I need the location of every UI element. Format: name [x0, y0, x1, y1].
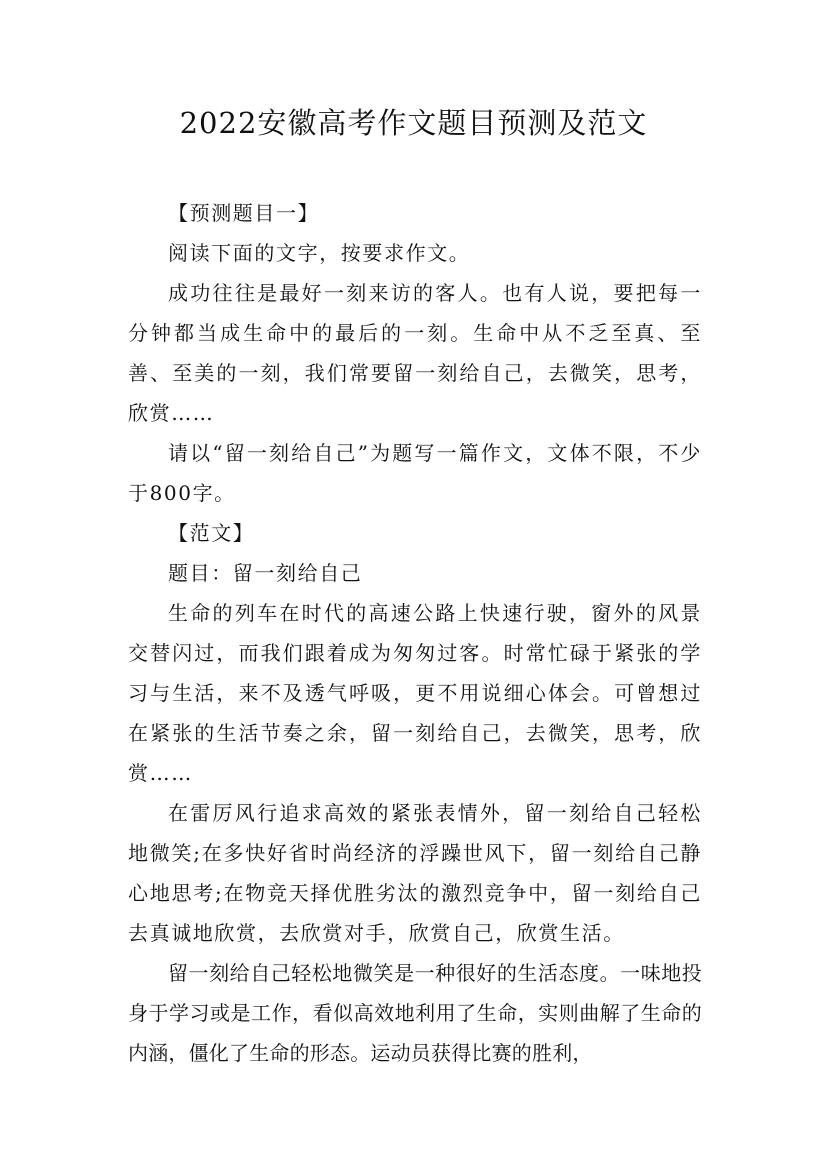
prompt-instruction: 阅读下面的文字，按要求作文。	[168, 241, 471, 265]
document-title: 2022安徽高考作文题目预测及范文	[179, 106, 648, 140]
essay-paragraph: 留一刻给自己轻松地微笑是一种很好的生活态度。一味地投身于学习或是工作，看似高效地利用了生命，实则曲解了生命的内涵，僵化了生命的形态。运动员获得比赛的胜利，	[128, 961, 702, 1065]
prompt-material: 成功往往是最好一刻来访的客人。也有人说，要把每一分钟都当成生命中的最后的一刻。生命中从不乏至真、至善、至美的一刻，我们常要留一刻给自己，去微笑，思考，欣赏……	[128, 281, 702, 425]
section-heading-sample-essay: 【范文】	[168, 521, 255, 545]
document-body	[128, 193, 702, 1073]
essay-title: 题目：留一刻给自己	[168, 561, 363, 585]
prompt-requirement: 请以“留一刻给自己”为题写一篇作文，文体不限，不少于800字。	[128, 441, 702, 505]
section-heading-prediction-1: 【预测题目一】	[168, 201, 320, 225]
essay-paragraph: 生命的列车在时代的高速公路上快速行驶，窗外的风景交替闪过，而我们跟着成为匆匆过客。时常忙碌于紧张的学习与生活，来不及透气呼吸，更不用说细心体会。可曾想过在紧张的生活节奏之余，留一刻给自己，去微笑，思考，欣赏……	[128, 601, 702, 785]
essay-paragraph: 在雷厉风行追求高效的紧张表情外，留一刻给自己轻松地微笑;在多快好省时尚经济的浮躁世风下，留一刻给自己静心地思考;在物竞天择优胜劣汰的激烈竞争中，留一刻给自己去真诚地欣赏，去欣赏对手，欣赏自己，欣赏生活。	[128, 801, 702, 945]
